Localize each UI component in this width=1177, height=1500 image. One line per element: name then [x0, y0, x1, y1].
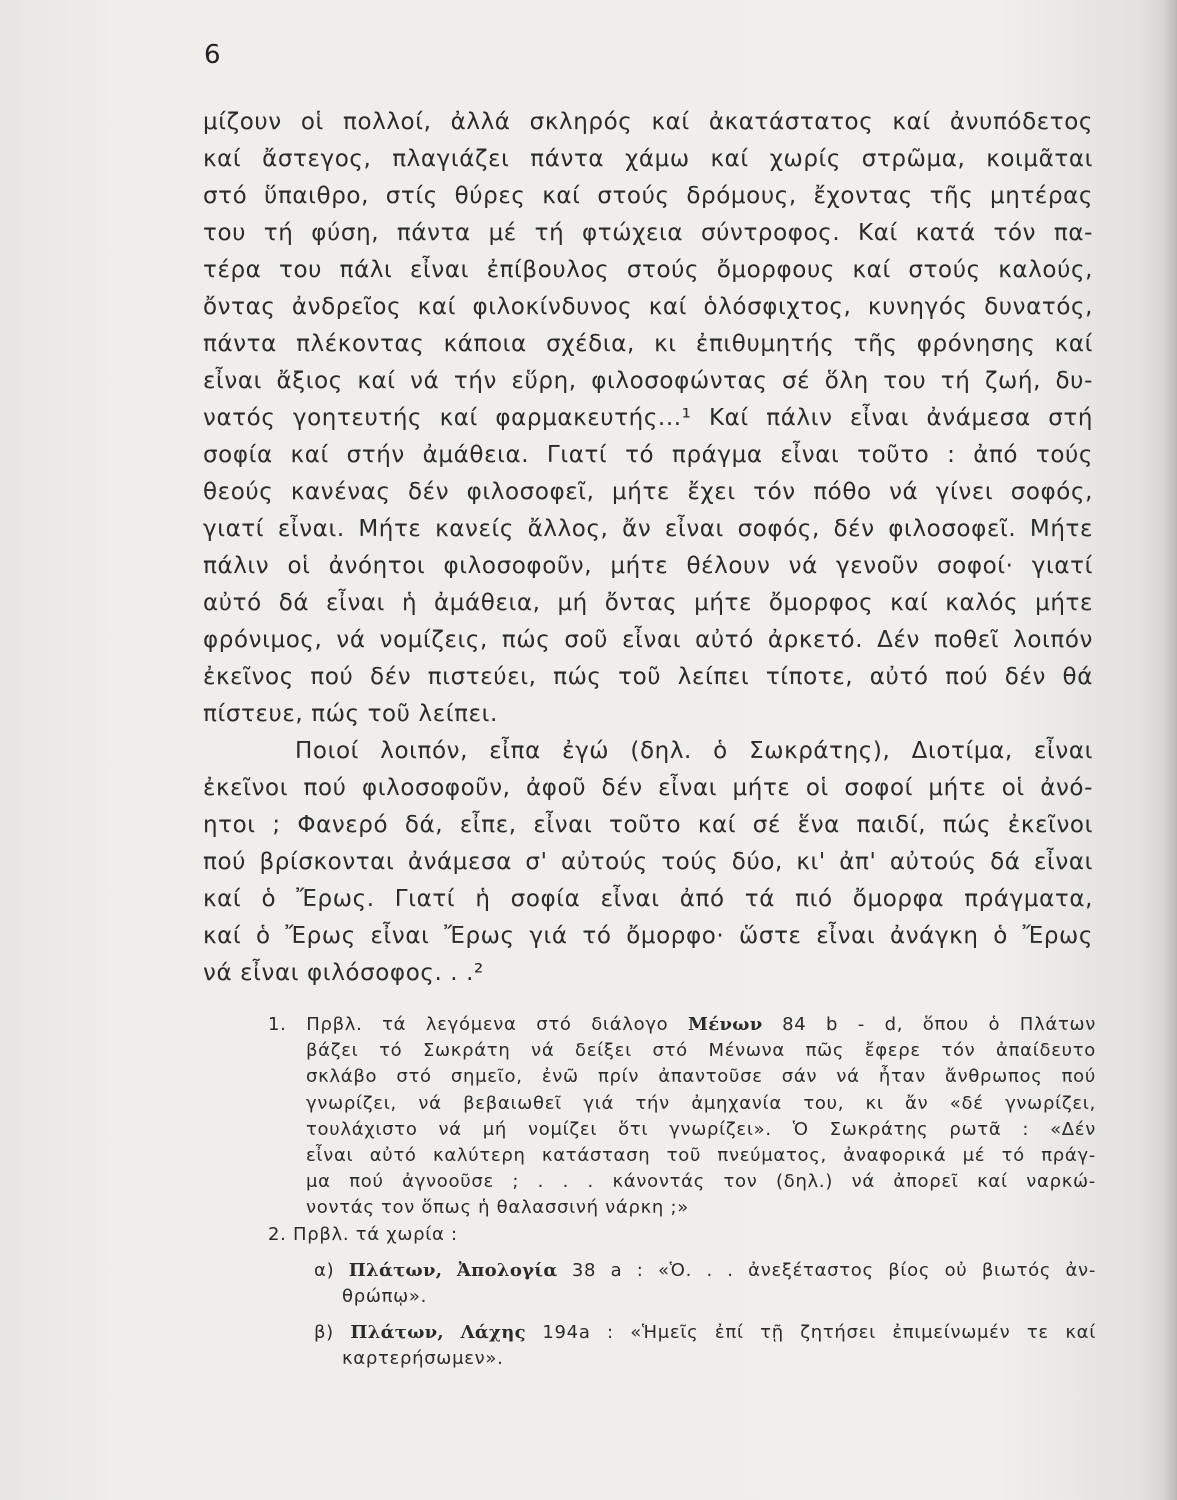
footnote-text: Πρβλ. τά χωρία :: [293, 1223, 458, 1245]
main-text: [203, 104, 1093, 992]
footnote-item-b: [268, 1320, 1096, 1346]
text-line: νά εἶναι φιλόσοφος. . .²: [203, 960, 484, 986]
footnote-line: εἶναι αὐτό καλύτερη κατάσταση τοῦ πνεύματος, ἀναφορικά μέ τό πράγ-: [306, 1144, 1096, 1166]
footnote-2-first-line: [268, 1222, 1096, 1248]
footnote-text: Πρβλ. τά λεγόμενα στό διάλογο: [306, 1014, 669, 1035]
footnote-line: θρώπῳ».: [342, 1285, 428, 1307]
footnote-item-a: [268, 1258, 1096, 1284]
text-line: στό ὕπαιθρο, στίς θύρες καί στούς δρόμους, ἔχοντας τῆς μητέρας: [203, 183, 1093, 209]
footnote-number: 1.: [268, 1014, 287, 1035]
text-line: πού βρίσκονται ἀνάμεσα σ' αὐτούς τούς δύο, κι' ἀπ' αὐτούς δά εἶναι: [203, 849, 1093, 875]
footnote-1-first-line: [268, 1012, 1096, 1038]
citation-title: Πλάτων, Λάχης: [350, 1322, 526, 1344]
text-line: ἐκεῖνοι πού φιλοσοφοῦν, ἀφοῦ δέν εἶναι μήτε οἱ σοφοί μήτε οἱ ἀνό-: [203, 775, 1093, 801]
text-line: σοφία καί στήν ἀμάθεια. Γιατί τό πράγμα εἶναι τοῦτο : ἀπό τούς: [203, 442, 1093, 468]
text-line: πίστευε, πώς τοῦ λείπει.: [203, 701, 498, 727]
footnote-line: νοντάς τον ὅπως ἡ θαλασσινή νάρκη ;»: [306, 1197, 689, 1219]
footnote-line: σκλάβο στό σημεῖο, ἐνῶ πρίν ἀπαντοῦσε σάν νά ἦταν ἄνθρωπος πού: [306, 1066, 1096, 1088]
text-line: φρόνιμος, νά νομίζεις, πώς σοῦ εἶναι αὐτό ἀρκετό. Δέν ποθεῖ λοιπόν: [203, 627, 1093, 653]
citation-title: Πλάτων, Ἀπολογία: [348, 1259, 558, 1281]
text-line: γιατί εἶναι. Μήτε κανείς ἄλλος, ἄν εἶναι σοφός, δέν φιλοσοφεῖ. Μήτε: [203, 516, 1093, 542]
footnotes: [268, 1012, 1096, 1372]
paragraph-start-line: Ποιοί λοιπόν, εἶπα ἐγώ (δηλ. ὁ Σωκράτης), Διοτίμα, εἶναι: [295, 738, 1093, 764]
footnote-number: 2.: [268, 1223, 287, 1245]
text-line: τέρα του πάλι εἶναι ἐπίβουλος στούς ὄμορφους καί στούς καλούς,: [203, 257, 1093, 283]
footnote-text: 84 b - d, ὅπου ὁ Πλάτων: [782, 1014, 1097, 1035]
footnote-text: 194a : «Ἡμεῖς ἐπί τῇ ζητήσει ἐπιμείνωμέν τε καί: [542, 1322, 1096, 1344]
text-line: του τή φύση, πάντα μέ τή φτώχεια σύντροφος. Καί κατά τόν πα-: [203, 220, 1093, 246]
text-line: νατός γοητευτής καί φαρμακευτής...¹ Καί πάλιν εἶναι ἀνάμεσα στή: [203, 405, 1093, 431]
text-line: ἐκεῖνος πού δέν πιστεύει, πώς τοῦ λείπει τίποτε, αὐτό πού δέν θά: [203, 664, 1093, 690]
text-line: καί ἄστεγος, πλαγιάζει πάντα χάμω καί χωρίς στρῶμα, κοιμᾶται: [203, 146, 1093, 172]
text-line: καί ὁ Ἔρως. Γιατί ἡ σοφία εἶναι ἀπό τά πιό ὄμορφα πράγματα,: [203, 886, 1093, 912]
text-line: ητοι ; Φανερό δά, εἶπε, εἶναι τοῦτο καί σέ ἕνα παιδί, πώς ἐκεῖνοι: [203, 812, 1093, 838]
text-line: εἶναι ἄξιος καί νά τήν εὕρη, φιλοσοφώντας σέ ὅλη του τή ζωή, δυ-: [203, 368, 1093, 394]
footnote-text: 38 a : «Ὁ. . . ἀνεξέταστος βίος οὐ βιωτός ἀν-: [571, 1259, 1097, 1281]
text-line: καί ὁ Ἔρως εἶναι Ἔρως γιά τό ὄμορφο· ὥστε εἶναι ἀνάγκη ὁ Ἔρως: [203, 923, 1093, 949]
text-line: θεούς κανένας δέν φιλοσοφεῖ, μήτε ἔχει τόν πόθο νά γίνει σοφός,: [203, 479, 1093, 505]
text-line: αὐτό δά εἶναι ἡ ἀμάθεια, μή ὄντας μήτε ὄμορφος καί καλός μήτε: [203, 590, 1093, 616]
footnote-line: μα πού ἀγνοοῦσε ; . . . κάνοντάς τον (δηλ.) νά ἀπορεῖ καί ναρκώ-: [306, 1171, 1096, 1193]
text-line: πάλιν οἱ ἀνόητοι φιλοσοφοῦν, μήτε θέλουν νά γενοῦν σοφοί· γιατί: [203, 553, 1093, 579]
footnote-line: τουλάχιστο νά μή νομίζει ὅτι γνωρίζει». Ὁ Σωκράτης ρωτᾶ : «Δέν: [306, 1118, 1096, 1140]
footnote-line: καρτερήσωμεν».: [342, 1348, 504, 1370]
footnote-line: βάζει τό Σωκράτη νά δείξει στό Μένωνα πῶς ἔφερε τόν ἀπαίδευτο: [306, 1040, 1096, 1062]
text-line: ὄντας ἀνδρεῖος καί φιλοκίνδυνος καί ὁλόσφιχτος, κυνηγός δυνατός,: [203, 294, 1093, 320]
item-label: β): [314, 1322, 334, 1344]
citation-title: Μένων: [688, 1014, 763, 1035]
text-line: μίζουν οἱ πολλοί, ἀλλά σκληρός καί ἀκατάστατος καί ἀνυπόδετος: [203, 109, 1093, 135]
page-edge-shadow: [1163, 0, 1177, 1500]
item-label: α): [314, 1259, 335, 1281]
footnote-line: γνωρίζει, νά βεβαιωθεῖ γιά τήν ἀμηχανία του, κι ἄν «δέ γνωρίζει,: [306, 1092, 1096, 1114]
page-number: 6: [204, 40, 221, 70]
text-line: πάντα πλέκοντας κάποια σχέδια, κι ἐπιθυμητής τῆς φρόνησης καί: [203, 331, 1093, 357]
